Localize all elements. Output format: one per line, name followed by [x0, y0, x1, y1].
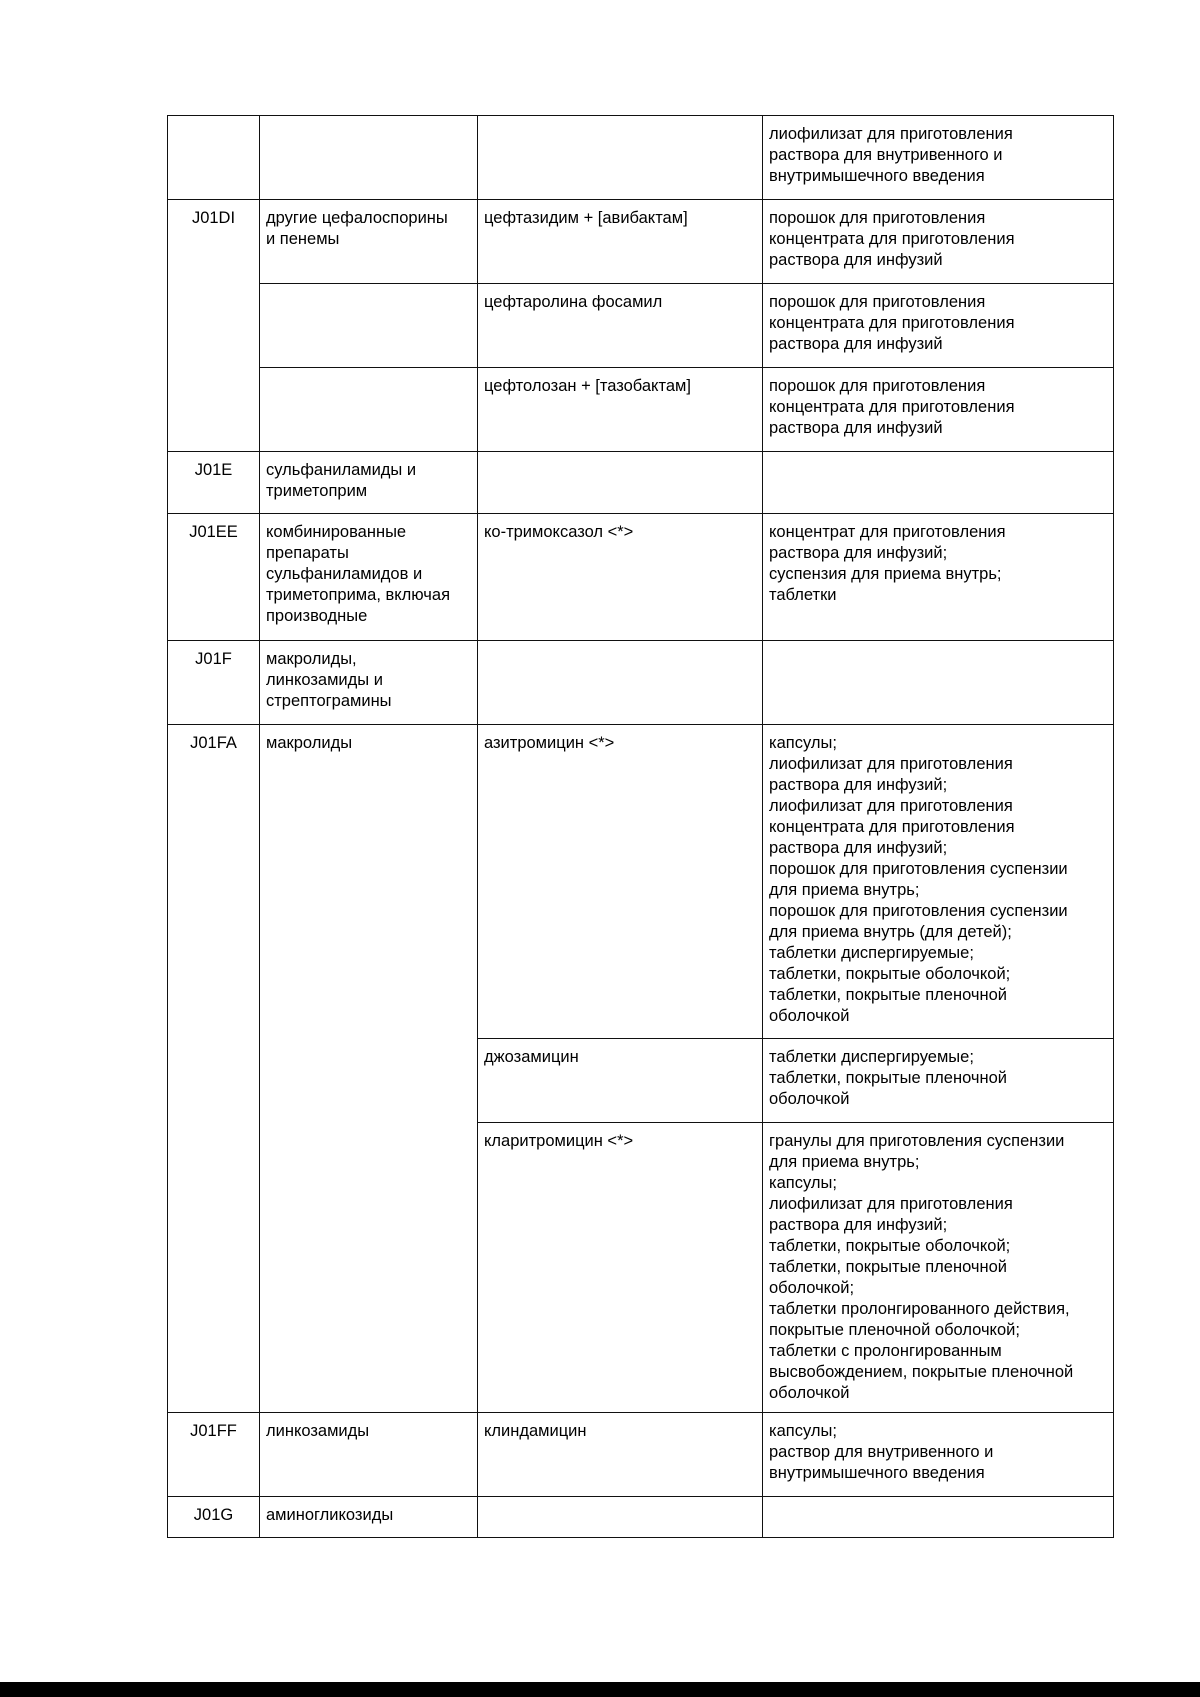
table-row [168, 116, 1114, 200]
drug-name-cell: цефтазидим + [авибактам] [478, 200, 763, 284]
drug-name-cell: клиндамицин [478, 1413, 763, 1497]
table-row [168, 452, 1114, 514]
group-name-cell [260, 116, 478, 200]
dosage-forms-cell: концентрат для приготовления раствора для инфузий; суспензия для приема внутрь; таблетки [763, 514, 1114, 641]
drug-name-cell [478, 1497, 763, 1538]
group-name-cell [260, 284, 478, 368]
group-name-cell: комбинированные препараты сульфаниламидов и триметоприма, включая производные [260, 514, 478, 641]
dosage-forms-cell: капсулы; лиофилизат для приготовления раствора для инфузий; лиофилизат для приготовления концентрата для приготовления раствора для инфузий; порошок для приготовления суспензии для приема внутрь; порошок для приготовления суспензии для приема внутрь (для детей); таблетки диспергируемые; таблетки, покрытые оболочкой; таблетки, покрытые пленочной оболочкой [763, 725, 1114, 1039]
drug-name-cell [478, 116, 763, 200]
atc-code-cell: J01F [168, 641, 260, 725]
atc-code-cell: J01G [168, 1497, 260, 1538]
dosage-forms-cell: порошок для приготовления концентрата для приготовления раствора для инфузий [763, 368, 1114, 452]
group-name-cell: аминогликозиды [260, 1497, 478, 1538]
drug-name-cell: джозамицин [478, 1039, 763, 1123]
table-row [168, 725, 1114, 1039]
group-name-cell: макролиды, линкозамиды и стрептограмины [260, 641, 478, 725]
dosage-forms-cell: капсулы; раствор для внутривенного и внутримышечного введения [763, 1413, 1114, 1497]
table-row [168, 514, 1114, 641]
atc-code-cell: J01FF [168, 1413, 260, 1497]
dosage-forms-cell [763, 452, 1114, 514]
dosage-forms-cell: гранулы для приготовления суспензии для приема внутрь; капсулы; лиофилизат для приготовления раствора для инфузий; таблетки, покрытые оболочкой; таблетки, покрытые пленочной оболочкой; таблетки пролонгированного действия, покрытые пленочной оболочкой; таблетки с пролонгированным высвобождением, покрытые пленочной оболочкой [763, 1123, 1114, 1413]
atc-code-cell: J01E [168, 452, 260, 514]
dosage-forms-cell: порошок для приготовления концентрата для приготовления раствора для инфузий [763, 284, 1114, 368]
drug-name-cell [478, 641, 763, 725]
group-name-cell: линкозамиды [260, 1413, 478, 1497]
dosage-forms-cell [763, 1497, 1114, 1538]
dosage-forms-cell: порошок для приготовления концентрата для приготовления раствора для инфузий [763, 200, 1114, 284]
atc-code-cell: J01DI [168, 200, 260, 452]
table-row [168, 284, 1114, 368]
group-name-cell: сульфаниламиды и триметоприм [260, 452, 478, 514]
dosage-forms-cell: лиофилизат для приготовления раствора для внутривенного и внутримышечного введения [763, 116, 1114, 200]
drug-name-cell: азитромицин <*> [478, 725, 763, 1039]
drug-name-cell: цефтолозан + [тазобактам] [478, 368, 763, 452]
table-row [168, 1497, 1114, 1538]
drug-name-cell [478, 452, 763, 514]
group-name-cell: другие цефалоспорины и пенемы [260, 200, 478, 284]
dosage-forms-cell: таблетки диспергируемые; таблетки, покрытые пленочной оболочкой [763, 1039, 1114, 1123]
table-row [168, 200, 1114, 284]
dosage-forms-cell [763, 641, 1114, 725]
drug-name-cell: кларитромицин <*> [478, 1123, 763, 1413]
group-name-cell: макролиды [260, 725, 478, 1413]
table-row [168, 368, 1114, 452]
drug-list-table [167, 115, 1114, 1538]
atc-code-cell: J01EE [168, 514, 260, 641]
atc-code-cell: J01FA [168, 725, 260, 1413]
table-row [168, 641, 1114, 725]
drug-name-cell: цефтаролина фосамил [478, 284, 763, 368]
atc-code-cell [168, 116, 260, 200]
drug-name-cell: ко-тримоксазол <*> [478, 514, 763, 641]
table-row [168, 1413, 1114, 1497]
group-name-cell [260, 368, 478, 452]
scan-bottom-border [0, 1682, 1200, 1697]
